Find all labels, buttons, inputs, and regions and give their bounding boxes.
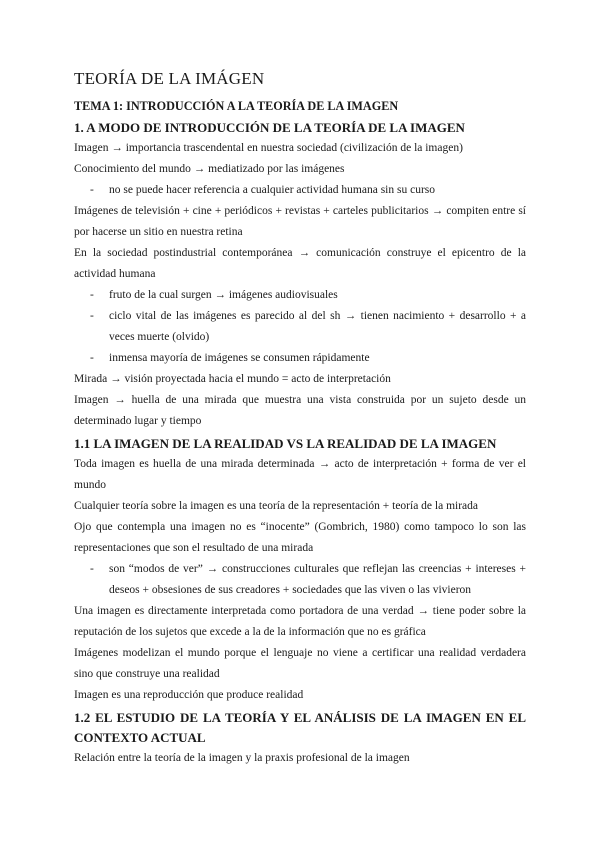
paragraph: Conocimiento del mundo → mediatizado por las imágenes <box>74 163 345 175</box>
dash-bullet-icon: - <box>90 352 94 364</box>
bullet-item: - fruto de la cual surgen → imágenes audiovisuales <box>74 285 526 306</box>
bullet-list <box>74 559 526 601</box>
paragraph: Imagen → huella de una mirada que muestra una vista construida por un sujeto desde un determinado lugar y tiempo <box>74 394 526 427</box>
bullet-item: - no se puede hacer referencia a cualquier actividad humana sin su curso <box>74 180 526 201</box>
bullet-list <box>74 285 526 369</box>
bullet-item: - ciclo vital de las imágenes es parecido al del sh → tienen nacimiento + desarrollo + a veces muerte (olvido) <box>74 306 526 348</box>
bullet-list <box>74 180 526 201</box>
bullet-item: - son “modos de ver” → construcciones culturales que reflejan las creencias + intereses + deseos + obsesiones de sus creadores + sociedades que las viven o las vivieron <box>74 559 526 601</box>
paragraph: Ojo que contempla una imagen no es “inocente” (Gombrich, 1980) como tampoco lo son las representaciones que son el resultado de una mirada <box>74 521 526 554</box>
tema-heading: TEMA 1: INTRODUCCIÓN A LA TEORÍA DE LA IMAGEN <box>74 99 399 113</box>
section-1-1-heading: 1.1 LA IMAGEN DE LA REALIDAD VS LA REALIDAD DE LA IMAGEN <box>74 436 497 451</box>
dash-bullet-icon: - <box>90 310 94 322</box>
paragraph: Toda imagen es huella de una mirada determinada → acto de interpretación + forma de ver el mundo <box>74 458 526 491</box>
paragraph: Relación entre la teoría de la imagen y la praxis profesional de la imagen <box>74 752 410 764</box>
dash-bullet-icon: - <box>90 289 94 301</box>
paragraph: Imágenes de televisión + cine + periódicos + revistas + carteles publicitarios → compiten entre sí por hacerse un sitio en nuestra retina <box>74 205 526 238</box>
bullet-item: - inmensa mayoría de imágenes se consumen rápidamente <box>74 348 526 369</box>
paragraph: Imagen es una reproducción que produce realidad <box>74 689 304 701</box>
paragraph: Cualquier teoría sobre la imagen es una teoría de la representación + teoría de la mirada <box>74 500 479 512</box>
document-title: TEORÍA DE LA IMÁGEN <box>74 69 265 88</box>
paragraph: En la sociedad postindustrial contemporánea → comunicación construye el epicentro de la actividad humana <box>74 247 526 280</box>
dash-bullet-icon: - <box>90 184 94 196</box>
dash-bullet-icon: - <box>90 563 94 575</box>
paragraph: Mirada → visión proyectada hacia el mundo = acto de interpretación <box>74 373 391 385</box>
paragraph: Imágenes modelizan el mundo porque el lenguaje no viene a certificar una realidad verdadera sino que construye una realidad <box>74 647 526 680</box>
paragraph: Imagen → importancia trascendental en nuestra sociedad (civilización de la imagen) <box>74 142 463 154</box>
section-1-heading: 1. A MODO DE INTRODUCCIÓN DE LA TEORÍA DE LA IMAGEN <box>74 120 465 135</box>
document-page <box>74 68 526 769</box>
section-1-2-heading: 1.2 EL ESTUDIO DE LA TEORÍA Y EL ANÁLISIS DE LA IMAGEN EN EL CONTEXTO ACTUAL <box>74 710 526 745</box>
paragraph: Una imagen es directamente interpretada como portadora de una verdad → tiene poder sobre la reputación de los sujetos que excede a la de la información que no es gráfica <box>74 605 526 638</box>
